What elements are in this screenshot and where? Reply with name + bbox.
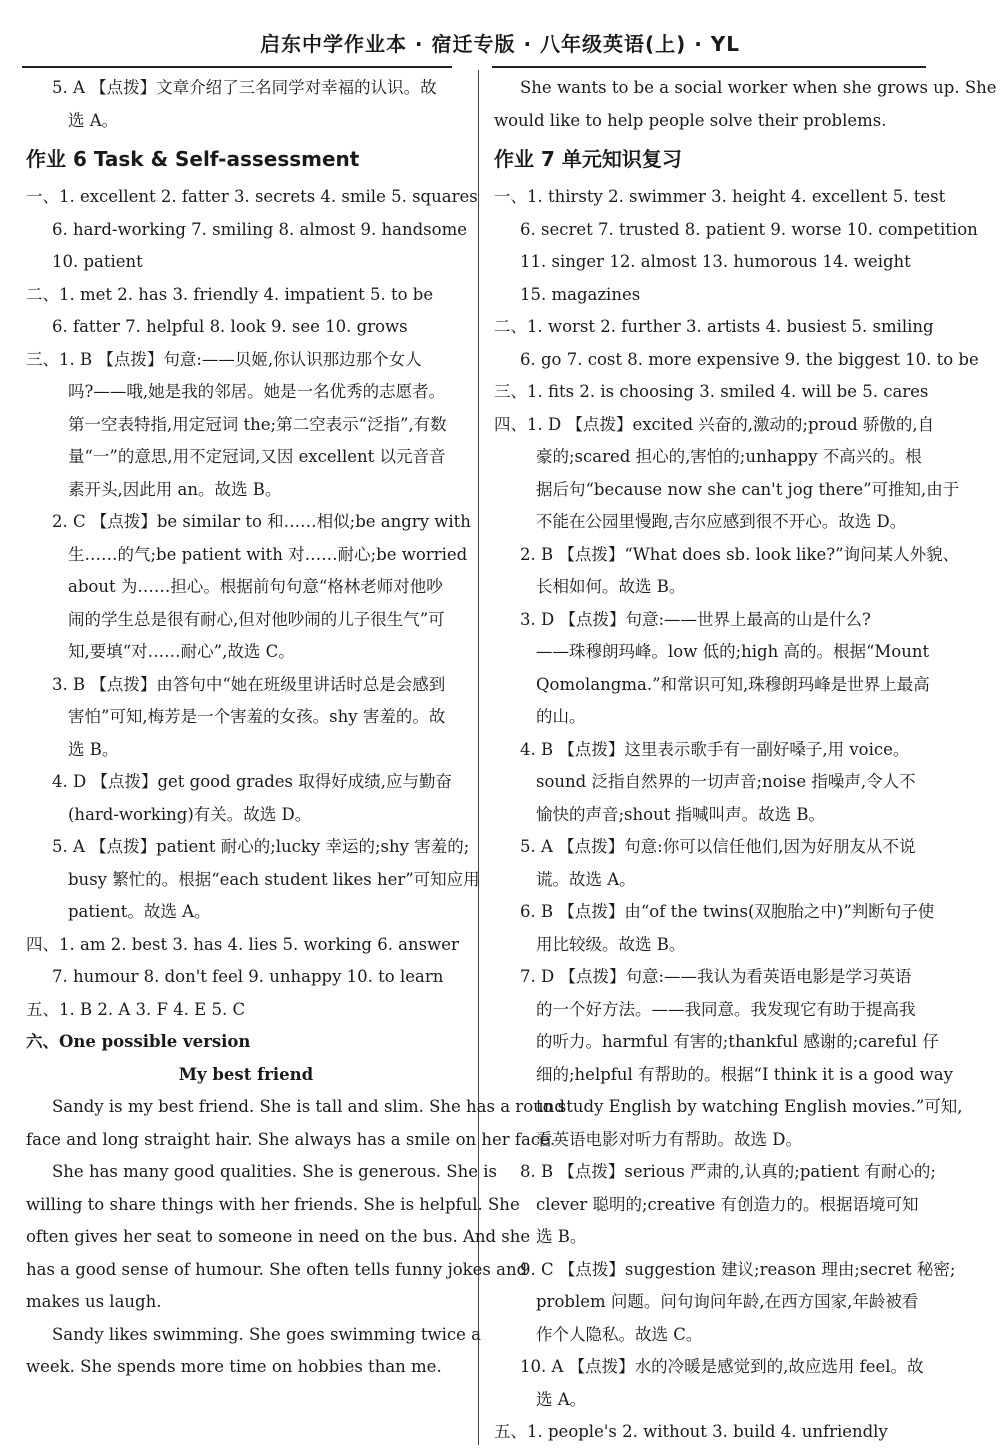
text-line: about 为……担心。根据前句句意“格林老师对他吵 <box>68 577 443 596</box>
text-line: 5. A 【点拨】patient 耐心的;lucky 幸运的;shy 害羞的; <box>52 837 470 856</box>
text-line: 7. D 【点拨】句意:——我认为看英语电影是学习英语 <box>520 967 912 986</box>
text-line: 选 A。 <box>68 110 119 130</box>
text-line: 5. A 【点拨】文章介绍了三名同学对幸福的认识。故 <box>52 78 437 97</box>
text-line: 6. go 7. cost 8. more expensive 9. the biggest 10. to be <box>520 349 979 369</box>
text-line: 5. A 【点拨】句意:你可以信任他们,因为好朋友从不说 <box>520 837 916 856</box>
text-line: 吗?——哦,她是我的邻居。她是一名优秀的志愿者。 <box>68 382 446 401</box>
text-line: 9. C 【点拨】suggestion 建议;reason 理由;secret 秘密; <box>520 1259 956 1279</box>
text-line: 10. A 【点拨】水的冷暖是感觉到的,故应选用 feel。故 <box>520 1357 924 1376</box>
text-line: 8. B 【点拨】serious 严肃的,认真的;patient 有耐心的; <box>520 1162 936 1181</box>
text-line: 2. C 【点拨】be similar to 和……相似;be angry with <box>52 512 471 531</box>
text-line: 四、1. D 【点拨】excited 兴奋的,激动的;proud 骄傲的,自 <box>494 414 935 434</box>
text-line: 第一空表特指,用定冠词 the;第二空表示“泛指”,有数 <box>68 414 447 434</box>
text-line: 一、1. excellent 2. fatter 3. secrets 4. smile 5. squares <box>26 187 478 206</box>
text-line: 据后句“because now she can't jog there”可推知,由于 <box>536 479 960 499</box>
text-line: 6. fatter 7. helpful 8. look 9. see 10. grows <box>52 317 408 336</box>
text-line: 作业 7 单元知识复习 <box>494 147 682 171</box>
text-line: 作个人隐私。故选 C。 <box>536 1324 703 1344</box>
text-line: 谎。故选 A。 <box>536 869 636 889</box>
text-line: problem 问题。问句询问年龄,在西方国家,年龄被看 <box>536 1292 919 1311</box>
text-line: 二、1. met 2. has 3. friendly 4. impatient 5. to be <box>26 284 434 304</box>
text-line: often gives her seat to someone in need on the bus. And she <box>26 1227 531 1246</box>
text-line: Qomolangma.”和常识可知,珠穆朗玛峰是世界上最高 <box>536 674 930 694</box>
text-line: (hard-working)有关。故选 D。 <box>68 804 312 824</box>
header-rule-left <box>22 66 452 68</box>
text-line: 生……的气;be patient with 对……耐心;be worried <box>68 544 468 564</box>
text-line: 不能在公园里慢跑,吉尔应感到很不开心。故选 D。 <box>536 512 907 531</box>
text-line: 6. secret 7. trusted 8. patient 9. worse 10. competition <box>520 219 978 239</box>
text-line: 长相如何。故选 B。 <box>536 577 686 596</box>
text-line: 三、1. fits 2. is choosing 3. smiled 4. will be 5. cares <box>494 382 929 401</box>
text-line: face and long straight hair. She always has a smile on her face. <box>26 1129 556 1149</box>
text-line: 的一个好方法。——我同意。我发现它有助于提高我 <box>536 999 916 1019</box>
text-line: 10. patient <box>52 252 143 271</box>
text-line: sound 泛指自然界的一切声音;noise 指噪声,令人不 <box>536 772 916 791</box>
text-line: 细的;helpful 有帮助的。根据“I think it is a good way <box>536 1064 953 1084</box>
text-line: clever 聪明的;creative 有创造力的。根据语境可知 <box>536 1194 919 1214</box>
text-line: 六、One possible version <box>26 1032 251 1051</box>
text-line: ——珠穆朗玛峰。low 低的;high 高的。根据“Mount <box>536 642 930 661</box>
text-line: 害怕”可知,梅芳是一个害羞的女孩。shy 害羞的。故 <box>68 707 446 726</box>
text-line: 量“一”的意思,用不定冠词,又因 excellent 以元音音 <box>68 447 446 466</box>
text-line: 四、1. am 2. best 3. has 4. lies 5. working 6. answer <box>26 934 459 954</box>
text-line: busy 繁忙的。根据“each student likes her”可知应用 <box>68 869 480 889</box>
text-line: 4. B 【点拨】这里表示歌手有一副好嗓子,用 voice。 <box>520 739 910 759</box>
page-title: 启东中学作业本 · 宿迁专版 · 八年级英语(上) · YL <box>259 32 741 56</box>
text-line: patient。故选 A。 <box>68 902 211 921</box>
text-line: 2. B 【点拨】“What does sb. look like?”询问某人外貌、 <box>520 544 960 564</box>
text-line: 五、1. B 2. A 3. F 4. E 5. C <box>26 999 246 1019</box>
text-line: has a good sense of humour. She often tells funny jokes and <box>26 1259 528 1279</box>
text-line: 看英语电影对听力有帮助。故选 D。 <box>536 1129 802 1149</box>
text-line: 知,要填“对……耐心”,故选 C。 <box>68 642 295 661</box>
text-line: makes us laugh. <box>26 1292 162 1311</box>
text-line: 闹的学生总是很有耐心,但对他吵闹的儿子很生气”可 <box>68 609 445 629</box>
text-line: 素开头,因此用 an。故选 B。 <box>68 479 282 499</box>
text-line: She has many good qualities. She is generous. She is <box>52 1162 497 1181</box>
text-line: 用比较级。故选 B。 <box>536 934 686 954</box>
text-line: 的山。 <box>536 707 586 726</box>
text-line: 6. hard-working 7. smiling 8. almost 9. handsome <box>52 219 467 239</box>
text-line: 五、1. people's 2. without 3. build 4. unfriendly <box>494 1422 888 1441</box>
text-line: 6. B 【点拨】由“of the twins(双胞胎之中)”判断句子使 <box>520 902 935 921</box>
header-rule-right <box>492 66 926 68</box>
text-line: week. She spends more time on hobbies than me. <box>26 1357 442 1376</box>
right-column <box>494 72 997 1449</box>
text-line: 选 B。 <box>536 1227 587 1246</box>
text-line: to study English by watching English movies.”可知, <box>536 1097 963 1116</box>
text-line: 7. humour 8. don't feel 9. unhappy 10. to learn <box>52 967 444 986</box>
text-line: 选 A。 <box>536 1389 587 1409</box>
text-line: 豪的;scared 担心的,害怕的;unhappy 不高兴的。根 <box>536 447 922 466</box>
text-line: My best friend <box>178 1064 314 1084</box>
text-line: Sandy is my best friend. She is tall and slim. She has a round <box>52 1097 565 1116</box>
text-line: 11. singer 12. almost 13. humorous 14. weight <box>520 252 911 271</box>
text-line: Sandy likes swimming. She goes swimming twice a <box>52 1324 481 1344</box>
text-line: 愉快的声音;shout 指喊叫声。故选 B。 <box>536 804 825 824</box>
text-line: 一、1. thirsty 2. swimmer 3. height 4. excellent 5. test <box>494 187 946 206</box>
text-line: 3. B 【点拨】由答句中“她在班级里讲话时总是会感到 <box>52 674 446 694</box>
text-line: 选 B。 <box>68 739 119 759</box>
text-line: 3. D 【点拨】句意:——世界上最高的山是什么? <box>520 609 871 629</box>
text-line: 4. D 【点拨】get good grades 取得好成绩,应与勤奋 <box>52 772 452 791</box>
text-line: 三、1. B 【点拨】句意:——贝姬,你认识那边那个女人 <box>26 349 422 369</box>
text-line: would like to help people solve their problems. <box>494 110 887 130</box>
text-line: 二、1. worst 2. further 3. artists 4. busiest 5. smiling <box>494 317 934 336</box>
text-line: 的听力。harmful 有害的;thankful 感谢的;careful 仔 <box>536 1032 939 1051</box>
text-line: 15. magazines <box>520 284 641 304</box>
text-line: 作业 6 Task & Self-assessment <box>26 147 360 171</box>
text-line: She wants to be a social worker when she grows up. She <box>520 78 997 97</box>
text-line: willing to share things with her friends. She is helpful. She <box>26 1194 520 1214</box>
